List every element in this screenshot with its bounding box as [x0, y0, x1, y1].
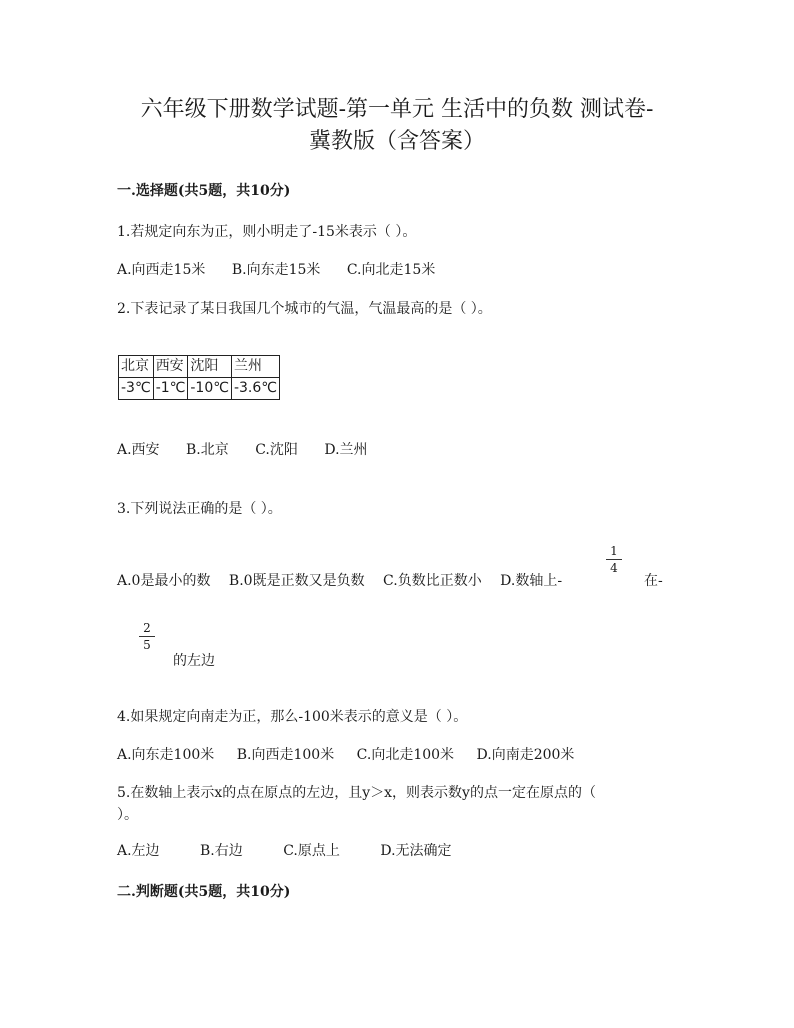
table-cell: 北京	[119, 356, 154, 378]
fraction-numerator: 2	[143, 621, 151, 635]
question-1-text: 1.若规定向东为正，则小明走了-15米表示（ ）。	[117, 224, 417, 240]
question-5-text-line1: 5.在数轴上表示x的点在原点的左边，且y＞x，则表示数y的点一定在原点的（	[117, 785, 596, 801]
page-title-line2: 冀教版（含答案）	[308, 129, 485, 154]
q5-option-a[interactable]: A.左边	[117, 843, 160, 859]
q1-option-c[interactable]: C.向北走15米	[346, 262, 436, 278]
table-cell: 兰州	[231, 356, 279, 378]
question-2-options	[117, 439, 390, 459]
q3-option-c[interactable]: C.负数比正数小	[383, 573, 482, 589]
q3-option-d-middle: 在-	[644, 573, 663, 589]
q2-option-c[interactable]: C.沈阳	[255, 442, 298, 458]
fraction-bar	[606, 559, 622, 560]
question-1-options	[117, 259, 457, 279]
question-3-options	[117, 570, 562, 590]
fraction-numerator: 1	[610, 544, 618, 558]
q3-option-d-tail: 的左边	[173, 653, 215, 669]
q5-option-b[interactable]: B.右边	[200, 843, 243, 859]
q2-option-b[interactable]: B.北京	[186, 442, 229, 458]
q1-option-b[interactable]: B.向东走15米	[231, 262, 321, 278]
table-cell: -3℃	[119, 378, 154, 400]
table-row-temps	[119, 378, 280, 400]
q2-option-d[interactable]: D.兰州	[324, 442, 368, 458]
page-title-line1: 六年级下册数学试题-第一单元 生活中的负数 测试卷-	[140, 97, 654, 122]
temperature-table	[118, 355, 280, 400]
q5-option-d[interactable]: D.无法确定	[380, 843, 452, 859]
section-heading-choice: 一.选择题(共5题，共10分)	[117, 183, 291, 199]
q4-option-d[interactable]: D.向南走200米	[476, 747, 575, 763]
fraction-denominator: 4	[610, 561, 618, 575]
q4-option-b[interactable]: B.向西走100米	[236, 747, 335, 763]
question-5-options	[117, 840, 452, 860]
question-5-text-line2: ）。	[117, 807, 138, 823]
question-4-text: 4.如果规定向南走为正，那么-100米表示的意义是（ ）。	[117, 709, 468, 725]
q4-option-a[interactable]: A.向东走100米	[117, 747, 215, 763]
q5-option-c[interactable]: C.原点上	[283, 843, 340, 859]
fraction-two-fifths	[139, 621, 155, 652]
table-row-cities	[119, 356, 280, 378]
table-cell: -1℃	[153, 378, 188, 400]
question-4-options	[117, 744, 574, 764]
section-heading-judge: 二.判断题(共5题，共10分)	[117, 884, 291, 900]
q3-option-a[interactable]: A.0是最小的数	[117, 573, 211, 589]
fraction-one-quarter	[606, 544, 622, 575]
table-cell: -3.6℃	[231, 378, 279, 400]
question-3-text: 3.下列说法正确的是（ ）。	[117, 501, 282, 517]
fraction-bar	[139, 636, 155, 637]
q3-option-d[interactable]: D.数轴上-	[500, 573, 563, 589]
table-cell: 西安	[153, 356, 188, 378]
q3-option-b[interactable]: B.0既是正数又是负数	[228, 573, 365, 589]
table-cell: 沈阳	[188, 356, 232, 378]
q4-option-c[interactable]: C.向北走100米	[356, 747, 455, 763]
q2-option-a[interactable]: A.西安	[117, 442, 160, 458]
q1-option-a[interactable]: A.向西走15米	[117, 262, 206, 278]
question-2-text: 2.下表记录了某日我国几个城市的气温，气温最高的是（ ）。	[117, 301, 492, 317]
fraction-denominator: 5	[143, 638, 151, 652]
table-cell: -10℃	[188, 378, 232, 400]
